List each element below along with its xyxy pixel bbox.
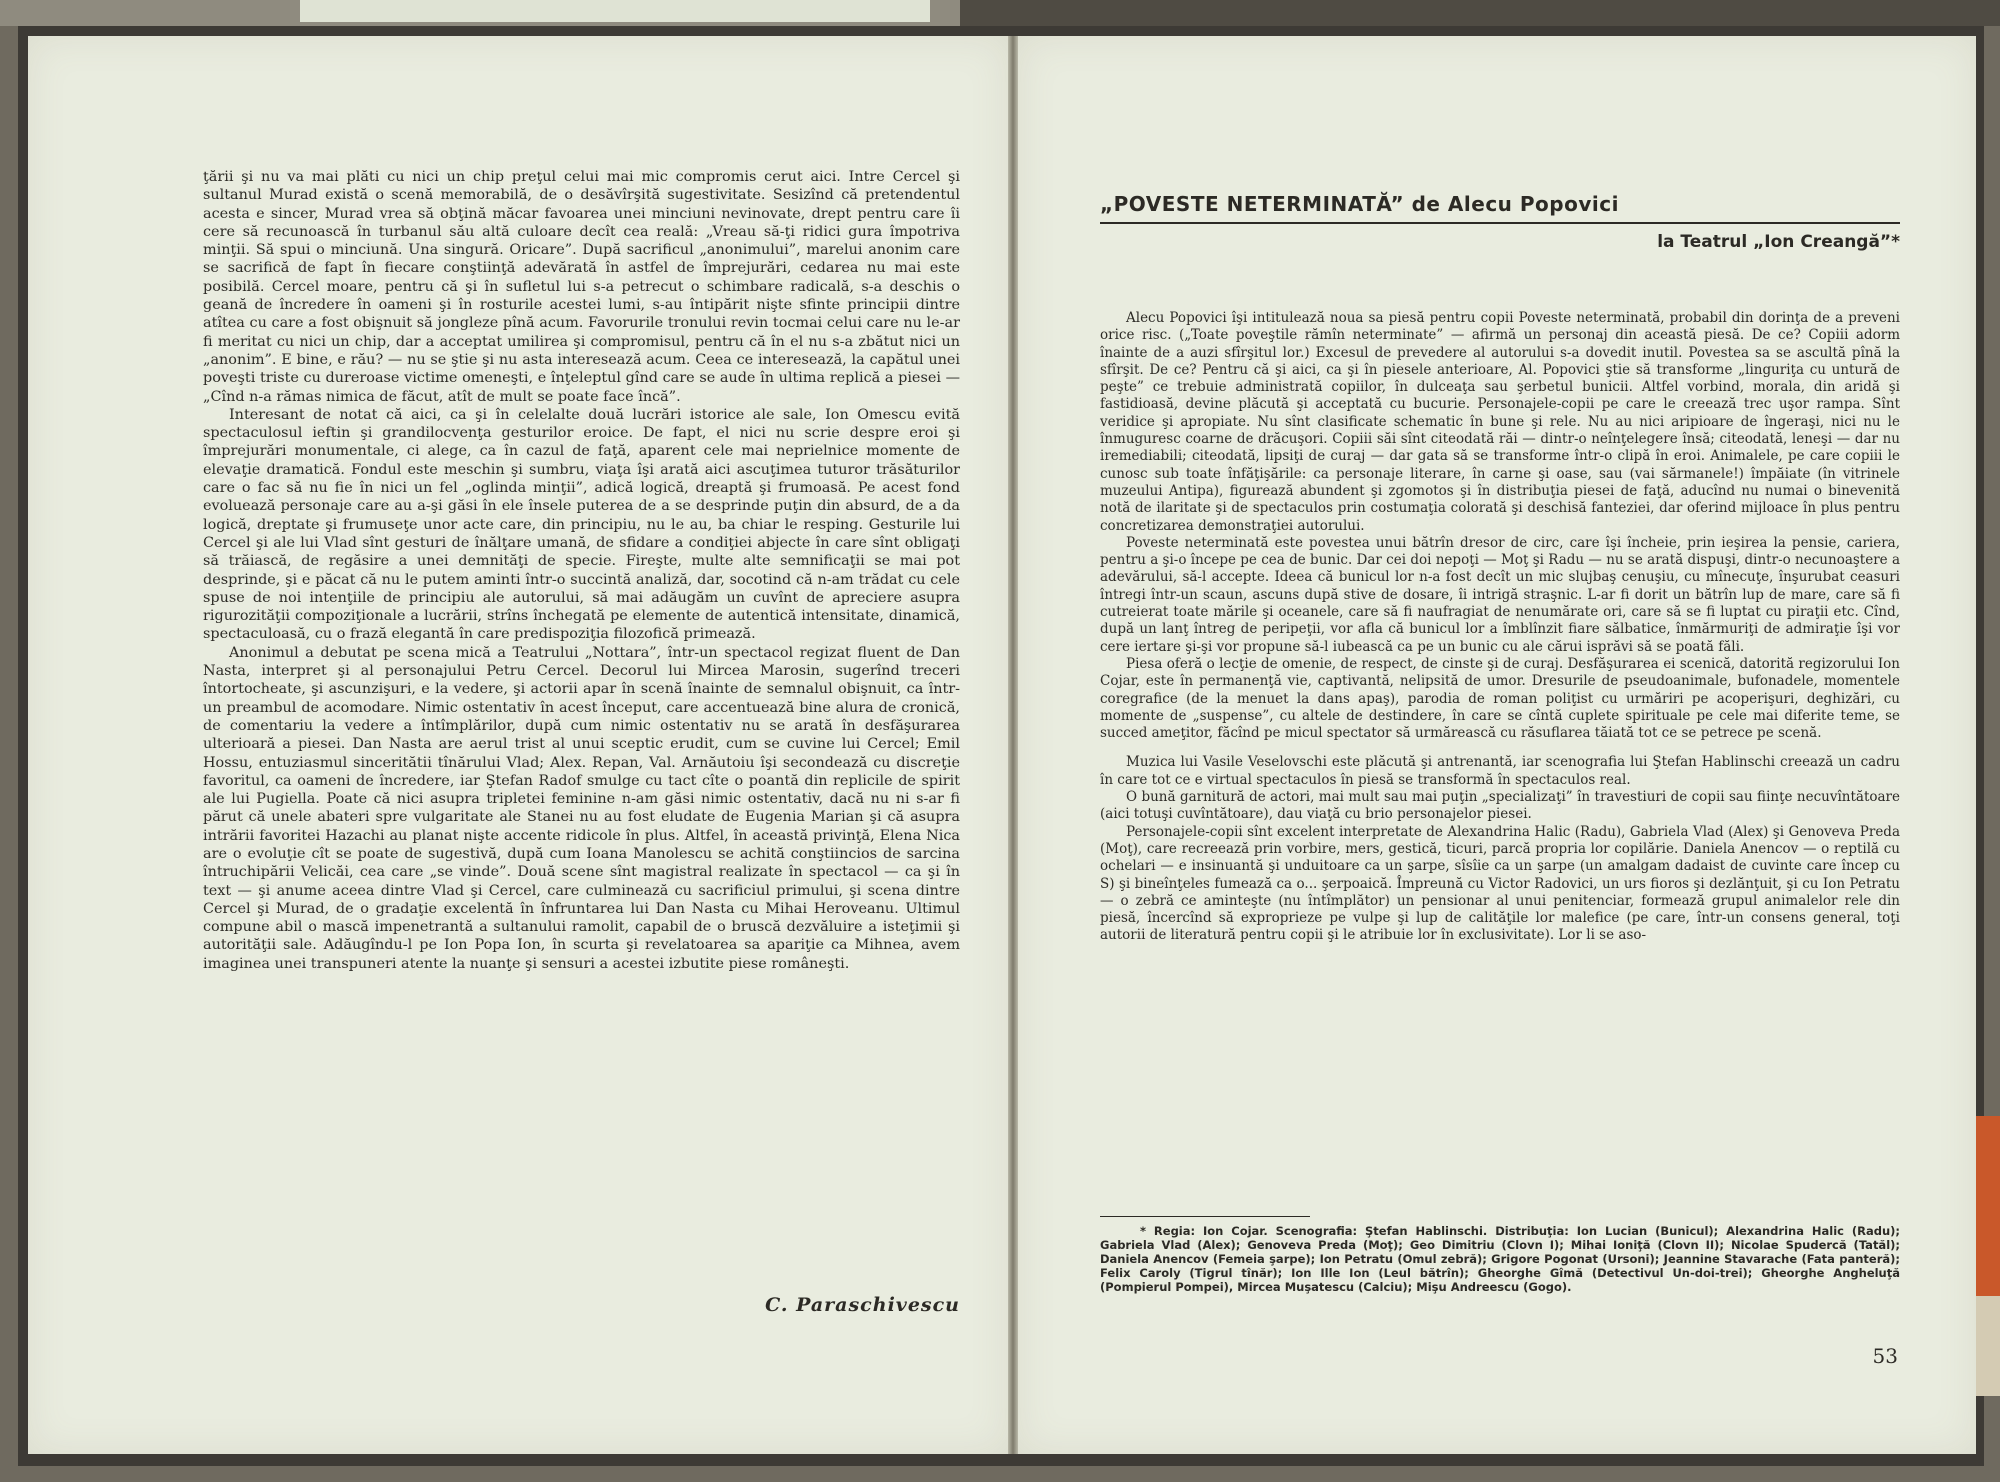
- right-page-text: [1100, 310, 1900, 945]
- page-number: 53: [1872, 1344, 1898, 1368]
- paragraph: Interesant de notat că aici, ca şi în celelalte două lucrări istorice ale sale, Ion Omescu evită spectaculosul ieftin şi grandilocvenţa gesturilor eroice. De fapt, el nici nu scrie despre eroi şi împrejurări monumentale, ci alege, ca în cazul de faţă, aparent cele mai neprielnice momente de elevaţie dramatică. Fondul este meschin şi sumbru, viaţa îşi arată aici ascuţimea tuturor trăsăturilor care o fac să nu fie în nici un fel „oglinda minţii”, adică logică, dreaptă şi frumoasă. Pe acest fond evoluează personaje care au a-şi găsi în ele însele puterea de a se desprinde puţin din absurd, de a da logică, dreptate şi frumuseţe unor acte care, din principiu, nu le au, ba chiar le resping. Gesturile lui Cercel şi ale lui Vlad sînt gesturi de înălţare umană, de sfidare a condiţiei abjecte în care sînt obligaţi să trăiască, de regăsire a unei demnităţi de specie. Fireşte, multe alte semnificaţii se mai pot desprinde, şi e păcat că nu le putem aminti într-o succintă analiză, dar, socotind că n-am trădat cu cele spuse de noi intenţiile de principiu ale autorului, să mai adăugăm un cuvînt de apreciere asupra rigurozităţii compoziţionale a lucrării, strîns închegată pe elemente de autentică intensitate, dinamică, spectaculoasă, cu o frază elegantă în care predispoziţia filozofică primează.: [203, 406, 960, 643]
- left-page: [28, 36, 1008, 1454]
- article-title: „POVESTE NETERMINATĂ” de Alecu Popovici: [1100, 192, 1619, 216]
- author-signature: C. Paraschivescu: [765, 1294, 960, 1316]
- paragraph: Alecu Popovici îşi intitulează noua sa piesă pentru copii Poveste neterminată, probabil din dorinţa de a preveni orice risc. („Toate poveştile rămîn neterminate” — afirmă un personaj din această piesă. De ce? Copiii adorm înainte de a auzi sfîrşitul lor.) Excesul de prevedere al autorului s-a dovedit inutil. Povestea sa se ascultă pînă la sfîrşit. De ce? Pentru că şi aici, ca şi în piesele anterioare, Al. Popovici ştie să transforme „linguriţa cu untură de peşte” ce trebuie administrată copiilor, în dulceaţa sau şerbetul bunicii. Altfel vorbind, morala, din aridă şi fastidioasă, devine plăcută şi acceptată cu bucurie. Personajele-copii pe care le creează trec uşor rampa. Sînt veridice şi apropiate. Nu sînt clasificate schematic în bune şi rele. Nu au nici aripioare de îngeraşi, nici nu le înmuguresc coarne de drăcuşori. Copiii săi sînt citeodată răi — dintr-o neînţelegere însă; citeodată, leneşi — dar nu iremediabili; citeodată, lipsiţi de curaj — dar gata să se transforme într-o clipă în eroi. Animalele, pe care copiii le cunosc sub toate înfăţişările: ca personaje literare, în carne şi oase, sau (vai sărmanele!) împăiate (în vitrinele muzeului Antipa), figurează abundent şi zgomotos şi în distribuţia piesei de faţă, aducînd nu numai o binevenită notă de ilaritate şi de spectaculos prin costumaţia colorată şi deschisă fanteziei, dar oferind mijloace în plus pentru concretizarea demonstraţiei autorului.: [1100, 310, 1900, 534]
- book-gutter: [1008, 36, 1018, 1454]
- right-page: [1018, 36, 1976, 1454]
- paragraph: Muzica lui Vasile Veselovschi este plăcută şi antrenantă, iar scenografia lui Ştefan Hablinschi creează un cadru în care tot ce e virtual spectaculos în piesă se transformă în spectaculos real.: [1100, 754, 1900, 788]
- paragraph: O bună garnitură de actori, mai mult sau mai puţin „specializaţi” în travestiuri de copii sau fiinţe necuvîntătoare (aici totuşi cuvîntătoare), dau viaţă cu brio personajelor piesei.: [1100, 789, 1900, 823]
- title-rule: [1100, 222, 1900, 224]
- paragraph: Poveste neterminată este povestea unui bătrîn dresor de circ, care îşi încheie, prin ieşirea la pensie, cariera, pentru a şi-o începe pe cea de bunic. Dar cei doi nepoţi — Moţ şi Radu — nu se arată dispuşi, dintr-o necunoaştere a adevărului, să-l accepte. Ideea că bunicul lor n-a fost decît un mic slujbaş cenuşiu, cu mînecuţe, înşurubat ceasuri întregi într-un scaun, ascuns după stive de dosare, îi intrigă straşnic. L-ar fi dorit un bătrîn lup de mare, care să fi cutreierat toate mările şi oceanele, care să fi naufragiat de nenumărate ori, care să se fi luptat cu piraţii etc. Cînd, după un lanţ întreg de peripeţii, vor afla că bunicul lor a îmblînzit fiare sălbatice, înmărmuriţi de admiraţie îşi vor cere iertare şi-şi vor propune să-l iubească ca pe un bunic cu ale cărui isprăvi să se poată făli.: [1100, 534, 1900, 655]
- paragraph: ţării şi nu va mai plăti cu nici un chip preţul celui mai mic compromis cerut aici. Intre Cercel şi sultanul Murad există o scenă memorabilă, de o desăvîrşită sugestivitate. Sesizînd că pretendentul acesta e sincer, Murad vrea să obţină măcar favoarea unei minciuni nevinovate, drept pentru care îi cere să recunoască în turbanul său altă culoare decît cea reală: „Vreau să-ţi ridici gura împotriva minţii. Să spui o minciună. Una singură. Oricare”. După sacrificul „anonimului”, marelui anonim care se sacrifică de fapt în fiecare conştiinţă adevărată în astfel de împrejurări, cedarea nu mai este posibilă. Cercel moare, pentru că şi în sufletul lui s-a petrecut o schimbare radicală, s-a deschis o geană de încredere în oameni şi în rosturile acestei lumi, s-au întipărit nişte sfinte principii dintre atîtea cu care a fost obişnuit să jongleze pînă acum. Favorurile tronului revin tocmai celui care nu le-ar fi meritat cu nici un chip, dar a acceptat umilirea şi compromisul, pentru că în el nu s-a zbătut nici un „anonim”. E bine, e rău? — nu se ştie şi nu asta interesează acum. Ceea ce interesează, la capătul unei poveşti triste cu dureroase victime omeneşti, e înţeleptul gînd care se aude în ultima replică a piesei — „Cînd n-a rămas nimica de făcut, atît de mult se poate face încă”.: [203, 169, 960, 405]
- page-edge-tab: [1976, 1296, 2000, 1396]
- footnote-rule: [1100, 1216, 1310, 1217]
- paragraph: Anonimul a debutat pe scena mică a Teatrului „Nottara”, într-un spectacol regizat fluent de Dan Nasta, interpret şi al personajului Petru Cercel. Decorul lui Mircea Marosin, sugerînd treceri întortocheate, şi ascunzişuri, e la vedere, şi actorii apar în scenă înainte de semnalul obişnuit, ca într-un preambul de acomodare. Nimic ostentativ în acest început, care accentuează bine alura de cronică, de comentariu la vedere a întîmplărilor, după cum nimic ostentativ nu se arată în desfăşurarea ulterioară a piesei. Dan Nasta are aerul trist al unui sceptic erudit, cum se cuvine lui Cercel; Emil Hossu, entuziasmul sinceritătii tînărului Vlad; Alex. Repan, Val. Arnăutoiu îşi secondează cu discreţie favoritul, ca oameni de încredere, iar Ştefan Radof smulge cu tact cîte o poantă din replicile de spirit ale lui Pugiella. Poate că nici asupra tripletei feminine n-am găsi nimic ostentativ, dacă nu ni s-ar fi părut că unele abateri spre vulgaritate ale Stanei nu au fost eludate de Eugenia Marian şi că asupra intrării favoritei Hazachi au planat nişte accente ridicole în plus. Altfel, în această privinţă, Elena Nica are o evoluţie cît se poate de sugestivă, după cum Ioana Manolescu se achită conştiincios de sarcina întruchipării Velicăi, cea care „se vinde”. Două scene sînt magistral realizate în spectacol — ca şi în text — şi anume aceea dintre Vlad şi Cercel, care culminează cu sacrificiul primului, şi scena dintre Cercel şi Murad, de o gradaţie excelentă în înfruntarea lui Dan Nasta cu Mihai Heroveanu. Ultimul compune abil o mască impenetrantă a sultanului ramolit, capabil de o bruscă dezvăluire a isteţimii şi autorităţii sale. Adăugîndu-l pe Ion Popa Ion, în scurta şi revelatoarea sa apariţie ca Mihnea, avem imaginea unei transpuneri atente la nuanţe şi sensuri a acestei izbutite piese româneşti.: [203, 644, 960, 972]
- article-subtitle: la Teatrul „Ion Creangă”*: [1657, 232, 1900, 252]
- left-page-text: [203, 168, 960, 973]
- page-edge-tab: [1976, 1116, 2000, 1296]
- book-spread: [18, 26, 1984, 1466]
- paragraph: Piesa oferă o lecţie de omenie, de respect, de cinste şi de curaj. Desfăşurarea ei scenică, datorită regizorului Ion Cojar, este în permanenţă vie, captivantă, nelipsită de umor. Dresurile de pseudoanimale, bufonadele, momentele coregrafice (de la menuet la dans apaş), parodia de roman poliţist cu urmăriri pe acoperişuri, deghizări, cu momente de „suspense”, cu altele de destindere, în care se cîntă cuplete spirituale pe cele mai diferite teme, se succed ameţitor, făcînd pe micul spectator să urmărească cu răsuflarea tăiată tot ce se petrece pe scenă.: [1100, 655, 1900, 742]
- background-paper: [300, 0, 930, 22]
- footnote: * Regia: Ion Cojar. Scenografia: Ştefan Hablinschi. Distribuţia: Ion Lucian (Bunicul); Alexandrina Halic (Radu); Gabriela Vlad (Alex); Genoveva Preda (Moţ); Geo Dimitriu (Clovn I); Mihai Ioniţă (Clovn II); Nicolae Spudercă (Tatăl); Daniela Anencov (Femeia şarpe); Ion Petratu (Omul zebră); Grigore Pogonat (Ursoni); Jeannine Stavarache (Fata panteră); Felix Caroly (Tigrul tînăr); Ion Ille Ion (Leul bătrîn); Gheorghe Gîmă (Detectivul Un-doi-trei); Gheorghe Angheluţă (Pompierul Pompei), Mircea Muşatescu (Calciu); Mişu Andreescu (Gogo).: [1100, 1224, 1900, 1294]
- background-strip-right: [960, 0, 2000, 26]
- paragraph: Personajele-copii sînt excelent interpretate de Alexandrina Halic (Radu), Gabriela Vlad (Alex) şi Genoveva Preda (Moţ), care recreează prin vorbire, mers, gestică, ticuri, parcă propria lor copilărie. Daniela Anencov — o reptilă cu ochelari — e insinuantă şi unduitoare ca un şarpe, sîsîie ca un şarpe (un amalgam dadaist de cuvinte care încep cu S) şi bineînţeles fumează ca o... şerpoaică. Împreună cu Victor Radovici, un urs fioros şi dezlănţuit, şi cu Ion Petratu — o zebră ce aminteşte (nu întîmplător) un pensionar al unui penitenciar, formează grupul animalelor rele din piesă, încercînd să exproprieze pe vulpe şi lup de calităţile lor malefice (pe care, într-un consens general, toţi autorii de literatură pentru copii şi le atribuie lor în exclusivitate). Lor li se aso-: [1100, 823, 1900, 944]
- paragraph-gap: [1100, 742, 1900, 754]
